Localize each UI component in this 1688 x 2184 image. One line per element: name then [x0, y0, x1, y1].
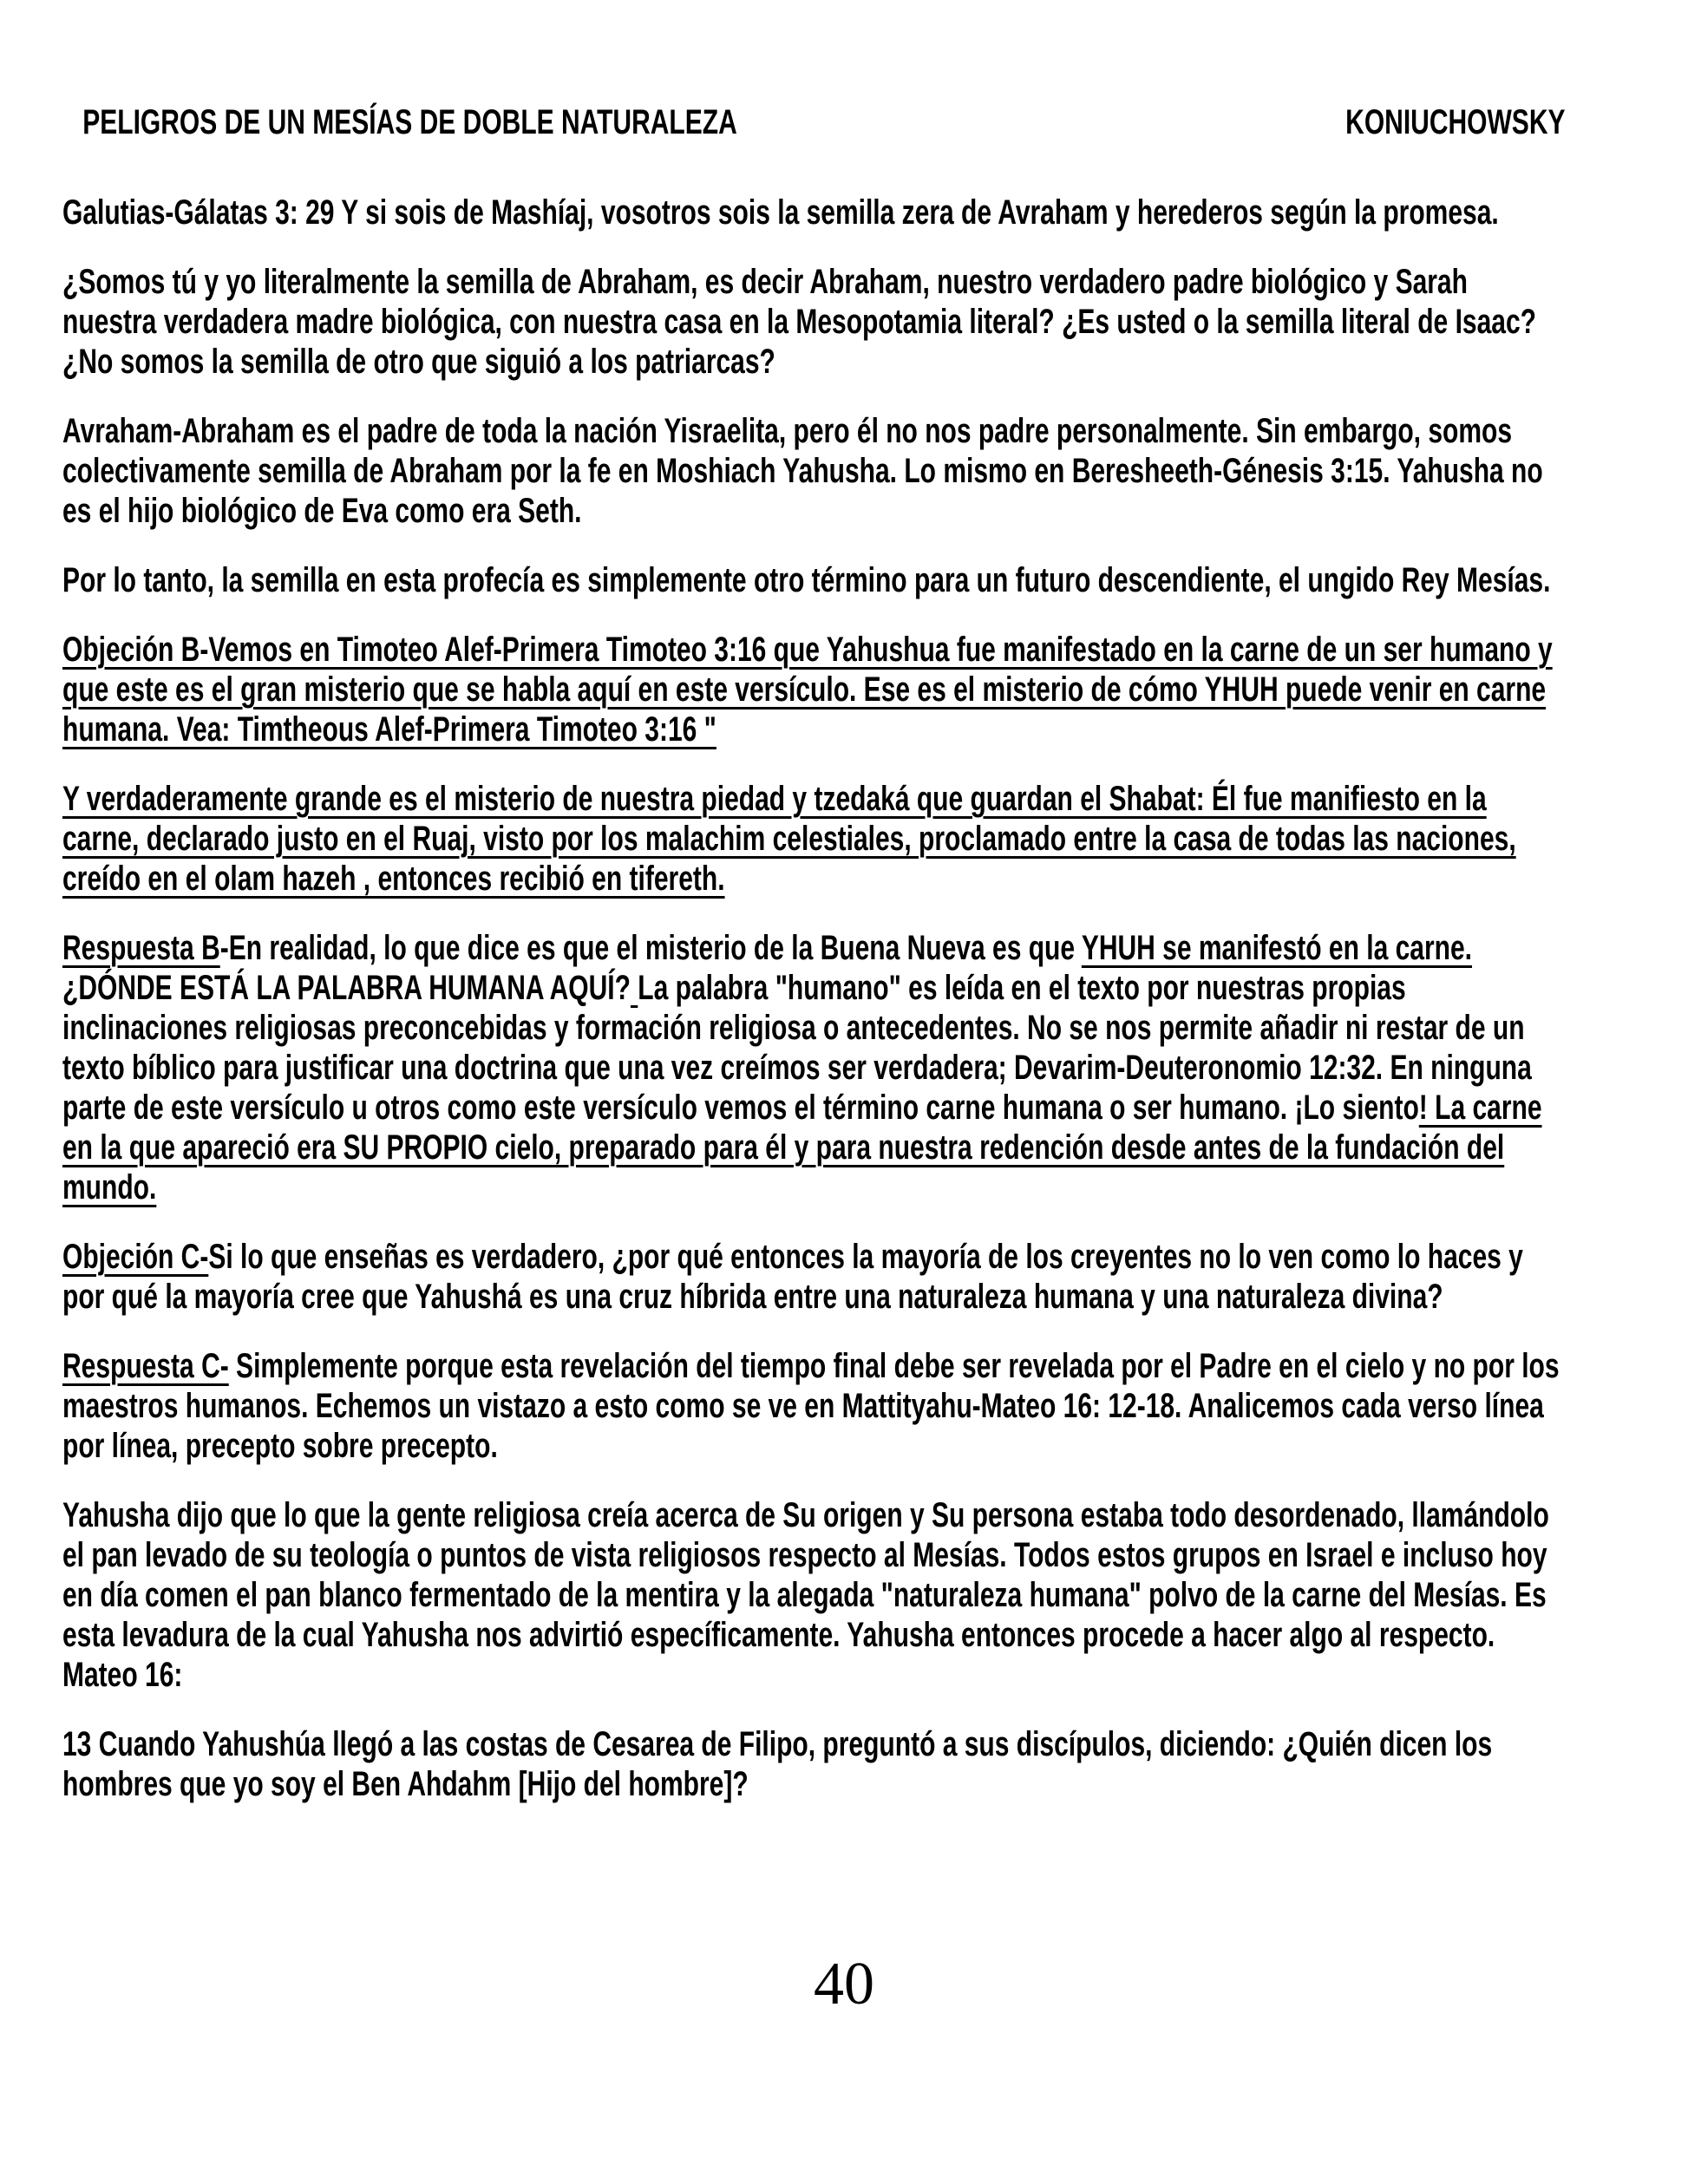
text-run: La palabra "humano" es leída en el texto por nuestras propias inclinaciones religiosas preconcebidas y formación religiosa o antecedentes. No se nos permite añadir ni restar de un texto bíblico para justificar una doctrina que una vez creímos ser verdadera; Devarim-Deuteronomio 12:32. En ninguna parte de este versículo u otros como este versículo vemos el término carne humana o ser humano. ¡Lo siento [62, 969, 1532, 1127]
author-label: KONIUCHOWSKY [1345, 103, 1566, 141]
page-header [62, 102, 1566, 142]
text-run: Avraham-Abraham es el padre de toda la nación Yisraelita, pero él no nos padre personalmente. Sin embargo, somos colectivamente semilla de Abraham por la fe en Moshiach Yahusha. Lo mismo en Beresheeth-Génesis 3:15. Yahusha no es el hijo biológico de Eva como era Seth. [62, 412, 1543, 530]
underlined-text-run: ! La carne en la que apareció era SU PROPIO cielo, preparado para él y para nuestra redención desde antes de la fundación del mundo. [62, 1089, 1542, 1206]
paragraph [62, 1346, 1566, 1466]
underlined-text-run: Objeción C- [62, 1238, 209, 1276]
underlined-text-run: Respuesta C- [62, 1347, 229, 1385]
paragraph [62, 928, 1566, 1207]
text-run: Si lo que enseñas es verdadero, ¿por qué entonces la mayoría de los creyentes no lo ven como lo haces y por qué la mayoría cree que Yahushá es una cruz híbrida entre una naturaleza humana y una naturaleza divina? [62, 1238, 1523, 1316]
text-run: Por lo tanto, la semilla en esta profecía es simplemente otro término para un futuro descendiente, el ungido Rey Mesías. [62, 561, 1551, 599]
text-run: ¿DÓNDE ESTÁ LA PALABRA HUMANA AQUÍ? [62, 969, 631, 1007]
underlined-text-run: YHUH se manifestó en la carne. [1081, 929, 1473, 967]
underlined-text-run: Respuesta B [62, 929, 220, 967]
paragraph [62, 193, 1566, 232]
paragraph [62, 1495, 1566, 1695]
text-run: Simplemente porque esta revelación del tiempo final debe ser revelada por el Padre en el cielo y no por los maestros humanos. Echemos un vistazo a esto como se ve en Mattityahu-Mateo 16: 12-18. Analicemos cada verso línea por línea, precepto sobre precepto. [62, 1347, 1560, 1465]
document-title: PELIGROS DE UN MESÍAS DE DOBLE NATURALEZA [82, 103, 737, 141]
paragraph [62, 630, 1566, 749]
paragraph [62, 1724, 1566, 1804]
underlined-text-run: Y verdaderamente grande es el misterio de nuestra piedad y tzedaká que guardan el Shabat: Él fue manifiesto en la carne, declarado justo en el Ruaj, visto por los malachim celestiales, proclamado entre la casa de todas las naciones, creído en el olam hazeh , entonces recibió en tifereth. [62, 780, 1516, 898]
paragraph [62, 779, 1566, 899]
text-run: Yahusha dijo que lo que la gente religiosa creía acerca de Su origen y Su persona estaba todo desordenado, llamándolo el pan levado de su teología o puntos de vista religiosos respecto al Mesías. Todos estos grupos en Israel e incluso hoy en día comen el pan blanco fermentado de la mentira y la alegada "naturaleza humana" polvo de la carne del Mesías. Es esta levadura de la cual Yahusha nos advirtió específicamente. Yahusha entonces procede a hacer algo al respecto. Mateo 16: [62, 1496, 1549, 1694]
text-column [62, 102, 1566, 1834]
underlined-text-run: Objeción B-Vemos en Timoteo Alef-Primera Timoteo 3:16 que Yahushua fue manifestado en la carne de un ser humano y que este es el gran misterio que se habla aquí en este versículo. Ese es el misterio de cómo YHUH puede venir en carne humana. Vea: Timtheous Alef-Primera Timoteo 3:16 " [62, 631, 1553, 749]
paragraph [62, 411, 1566, 531]
paragraph-list [62, 193, 1566, 1804]
paragraph [62, 262, 1566, 382]
paragraph [62, 560, 1566, 600]
text-run: Galutias-Gálatas 3: 29 Y si sois de Mashíaj, vosotros sois la semilla zera de Avraham y herederos según la promesa. [62, 193, 1499, 232]
text-run: ¿Somos tú y yo literalmente la semilla de Abraham, es decir Abraham, nuestro verdadero padre biológico y Sarah nuestra verdadera madre biológica, con nuestra casa en la Mesopotamia literal? ¿Es usted o la semilla literal de Isaac? ¿No somos la semilla de otro que siguió a los patriarcas? [62, 263, 1536, 381]
paragraph [62, 1237, 1566, 1317]
page-number: 40 [814, 1951, 874, 2017]
text-run: -En realidad, lo que dice es que el misterio de la Buena Nueva es que [219, 929, 1082, 967]
text-run: 13 Cuando Yahushúa llegó a las costas de Cesarea de Filipo, preguntó a sus discípulos, diciendo: ¿Quién dicen los hombres que yo soy el Ben Ahdahm [Hijo del hombre]? [62, 1725, 1493, 1803]
